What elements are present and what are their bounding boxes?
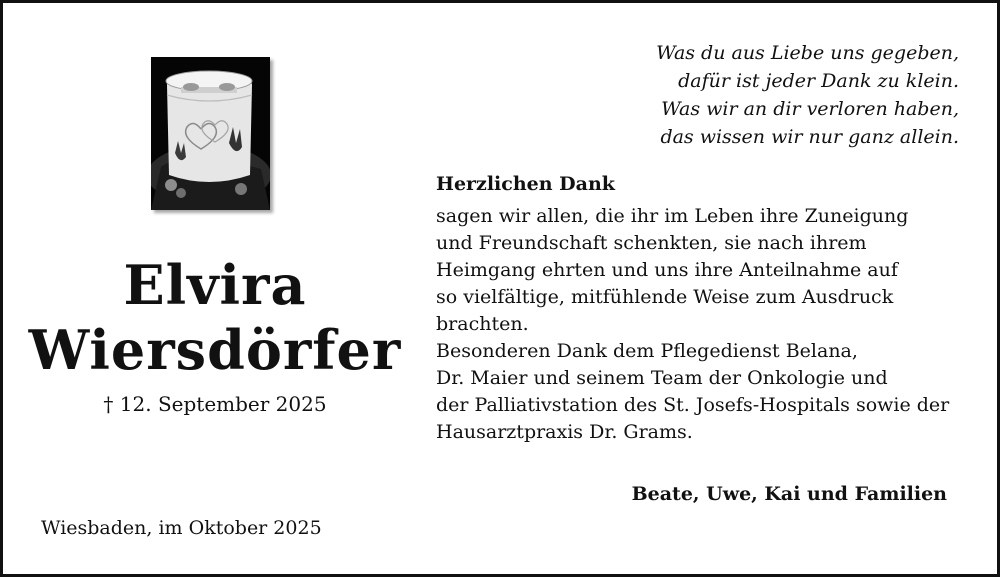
thanks-line: und Freundschaft schenkten, sie nach ihrem [436, 232, 867, 254]
thanks-line: Heimgang ehrten und uns ihre Anteilnahme auf [436, 259, 898, 281]
poem-line: das wissen wir nur ganz allein. [660, 126, 959, 148]
urn-icon [151, 57, 270, 210]
special-thanks-line: der Palliativstation des St. Josefs-Hospitals sowie der [436, 394, 950, 416]
poem-line: Was wir an dir verloren haben, [661, 98, 959, 120]
thanks-heading: Herzlichen Dank [436, 173, 615, 195]
thanks-line: brachten. [436, 313, 529, 335]
special-thanks-line: Besonderen Dank dem Pflegedienst Belana, [436, 340, 858, 362]
poem-line: Was du aus Liebe uns gegeben, [656, 42, 959, 64]
death-date: † 12. September 2025 [103, 392, 327, 416]
deceased-last-name: Wiersdörfer [28, 318, 402, 382]
thanks-text [436, 203, 949, 446]
signature: Beate, Uwe, Kai und Familien [631, 483, 947, 505]
urn-photo [151, 57, 270, 210]
thanks-line: sagen wir allen, die ihr im Leben ihre Zuneigung [436, 205, 909, 227]
thanks-line: so vielfältige, mitfühlende Weise zum Ausdruck [436, 286, 894, 308]
special-thanks-line: Dr. Maier und seinem Team der Onkologie und [436, 367, 888, 389]
poem-line: dafür ist jeder Dank zu klein. [678, 70, 959, 92]
place-date: Wiesbaden, im Oktober 2025 [41, 517, 322, 539]
special-thanks-line: Hausarztpraxis Dr. Grams. [436, 421, 693, 443]
deceased-first-name: Elvira [123, 253, 307, 317]
poem [539, 39, 959, 151]
